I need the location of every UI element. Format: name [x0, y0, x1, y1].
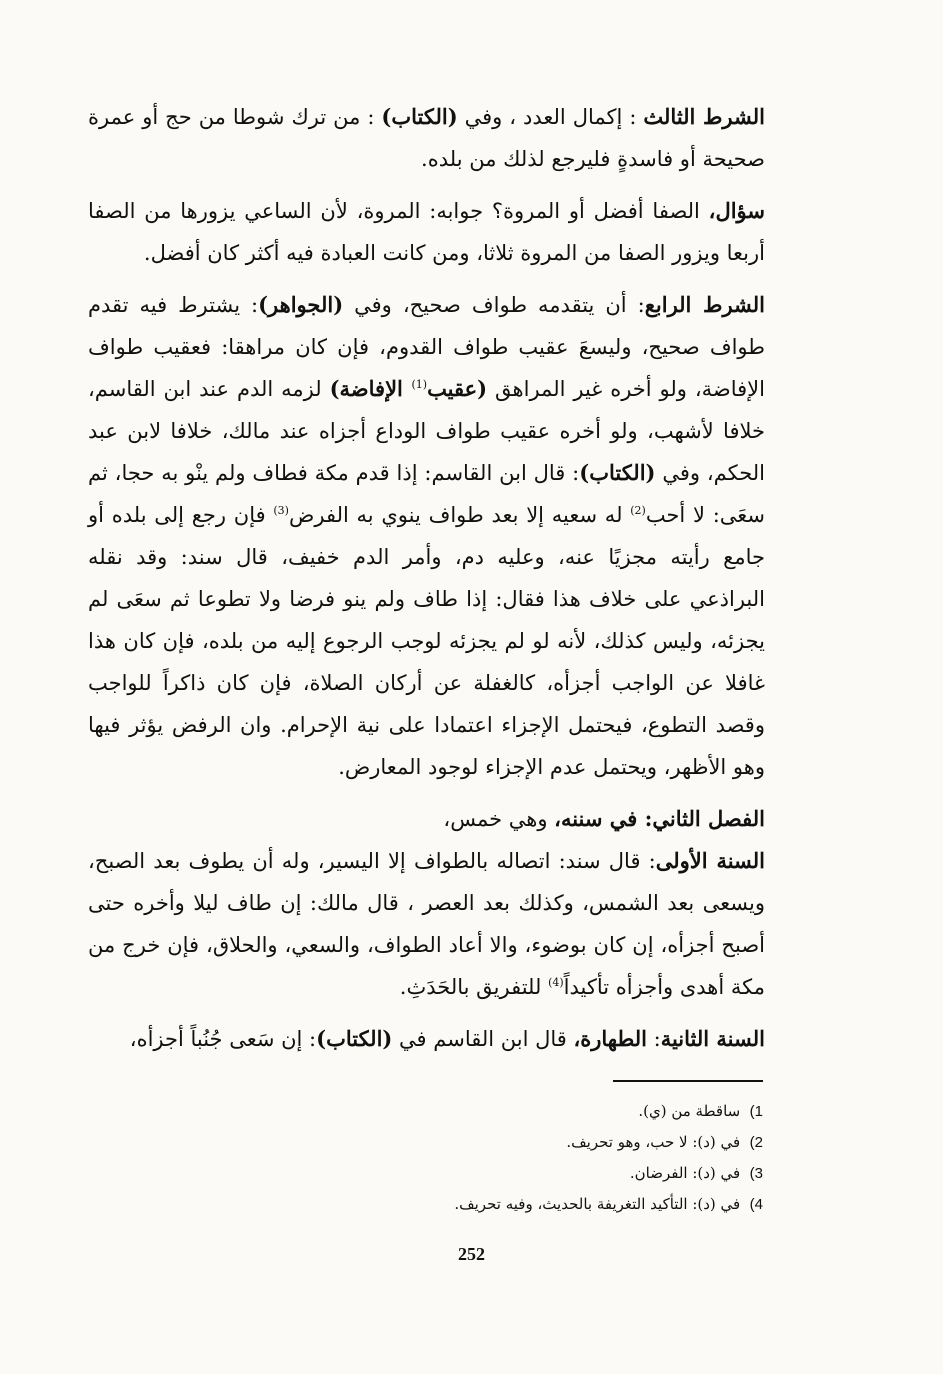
bold-term: الإفاضة): [329, 376, 412, 401]
bold-term: الشرط الرابع: [644, 292, 766, 317]
bold-term: الشرط الثالث: [643, 104, 765, 129]
text-run: :: [646, 1027, 661, 1051]
text-run: وهي خمس،: [443, 807, 555, 831]
footnote-text: ساقطة من (ي).: [638, 1102, 741, 1120]
text-run: قال ابن القاسم في: [392, 1027, 574, 1051]
footnote-text: في (د): الفرضان.: [629, 1164, 741, 1182]
footnote-reference: (4): [548, 976, 564, 989]
bold-term: الطهارة،: [573, 1026, 647, 1051]
bold-term: سؤال،: [708, 198, 765, 223]
bold-term: الفصل الثاني: في سننه،: [554, 806, 765, 831]
footnote-text: في (د): لا حب، وهو تحريف.: [566, 1133, 741, 1151]
paragraph: [88, 798, 765, 840]
text-run: : أن يتقدمه طواف صحيح، وفي: [343, 293, 645, 317]
bold-term: السنة الأولى: [655, 848, 766, 873]
bold-term: السنة الثانية: [660, 1026, 765, 1051]
footnote-number: 2): [749, 1134, 763, 1151]
text-run: الصفا أفضل أو المروة؟ جوابه: المروة، لأن الساعي يزورها من الصفا أربعا ويزور الصفا من المروة ثلاثا، ومن كانت العبادة فيه أكثر كان أفضل.: [88, 199, 765, 265]
text-run: : من ترك شوطا من حج أو عمرة صحيحة أو فاسدةٍ فليرجع لذلك من بلده.: [88, 105, 765, 171]
text-run: : إكمال العدد ، وفي: [457, 105, 644, 129]
footnote: [200, 1096, 763, 1127]
footnote-number: 4): [749, 1196, 763, 1213]
footnote: [200, 1158, 763, 1189]
text-run: له سعيه إلا بعد طواف ينوي به الفرض: [288, 503, 631, 527]
paragraph: [88, 1018, 765, 1060]
footnote-number: 1): [749, 1103, 763, 1120]
main-text: [88, 96, 765, 1070]
footnote-reference: (1): [411, 378, 428, 391]
bold-term: (الكتاب): [316, 1026, 393, 1051]
text-run: فإن رجع إلى بلده أو جامع رأيته مجزيًا عنه، وعليه دم، وأمر الدم خفيف، قال سند: وقد نقله البراذعي على خلاف هذا فقال: إذا طاف ولم ينو فرضا ولا تطوعا ثم سعَى لم يجزئه، وليس كذلك، لأنه لو لم يجزئه لوجب الرجوع إليه من بلده، فإن كان هذا غافلا عن الواجب أجزأه، كالغفلة عن أركان الصلاة، فإن كان ذاكراً للواجب وقصد التطوع، فيحتمل الإجزاء اعتمادا على نية الإحرام. وان الرفض يؤثر فيها وهو الأظهر، ويحتمل عدم الإجزاء لوجود المعارض.: [88, 503, 765, 779]
footnote-reference: (3): [273, 504, 289, 517]
bold-term: (الجواهر): [258, 292, 344, 317]
footnote-divider: [613, 1080, 763, 1082]
footnote-number: 3): [749, 1165, 763, 1182]
footnotes: [200, 1096, 763, 1220]
text-run: : قال سند: اتصاله بالطواف إلا اليسير، وله أن يطوف بعد الصبح، ويسعى بعد الشمس، وكذلك بعد العصر ، قال مالك: إن طاف ليلا وأخره حتى أصبح أجزأه، إن كان بوضوء، والا أعاد الطواف، والسعي، والحلاق، فإن خرج من مكة أهدى وأجزأه تأكيداً: [88, 849, 765, 999]
bold-term: (الكتاب): [579, 460, 656, 485]
paragraph: [88, 840, 765, 1008]
footnote: [200, 1127, 763, 1158]
bold-term: (الكتاب): [381, 104, 458, 129]
bold-term: (عقيب: [427, 376, 488, 401]
page-number: 252: [458, 1244, 485, 1264]
text-run: : يشترط فيه تقدم طواف صحيح، وليسعَ عقيب طواف القدوم، فإن كان مراهقا: فعقيب طواف الإفاضة، ولو أخره غير المراهق: [88, 293, 765, 401]
paragraph: [88, 190, 765, 274]
footnote: [200, 1189, 763, 1220]
paragraph: [88, 96, 765, 180]
paragraph: [88, 284, 765, 788]
text-run: : إن سَعى جُنُباً أجزأه،: [129, 1027, 317, 1051]
text-run: للتفريق بالحَدَثِ.: [399, 975, 549, 999]
text-run: : قال ابن القاسم: إذا قدم مكة فطاف ولم ينْو به حجا، ثم سعَى: لا أحب: [88, 461, 766, 527]
footnote-reference: (2): [630, 504, 646, 517]
text-run: لزمه الدم عند ابن القاسم، خلافا لأشهب، ولو أخره عقيب طواف الوداع أجزاه عند مالك، خلافا لابن عبد الحكم، وفي: [88, 377, 765, 485]
footnote-text: في (د): التأكيد التغريفة بالحديث، وفيه تحريف.: [454, 1195, 741, 1213]
